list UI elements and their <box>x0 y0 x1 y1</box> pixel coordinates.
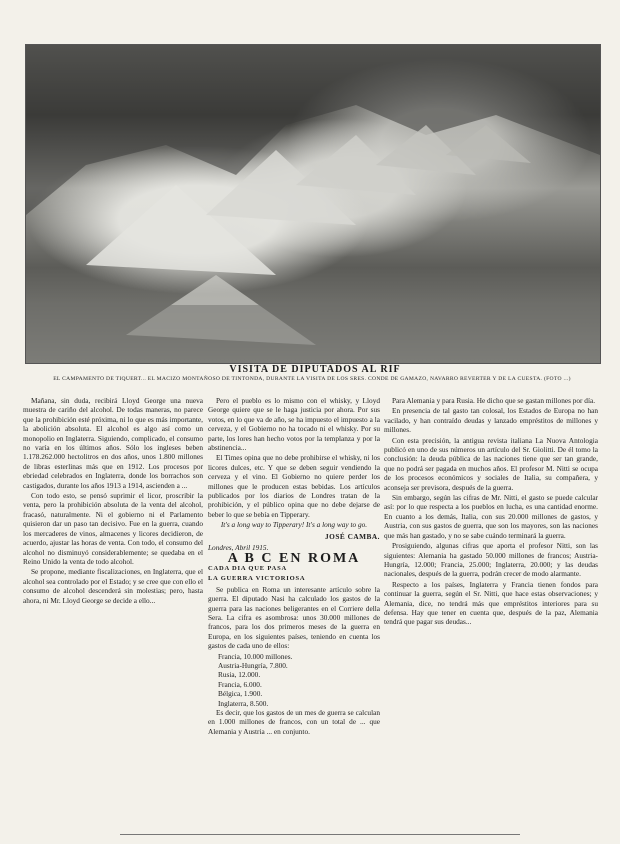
section-headline: A B C EN ROMA <box>227 550 361 566</box>
paragraph: Se propone, mediante fiscalizaciones, en Inglaterra, que el alcohol sea controlado por el Estado; y se cree que con ello el consumo de alcohol descenderá sin molestias; pero, hasta ahora, ni Mr. Lloyd George se decide a ello... <box>23 567 203 605</box>
paragraph: Se publica en Roma un interesante artículo sobre la guerra. El diputado Nasi ha calculado los gastos de la guerra para las naciones beligerantes en el Corriere della Sera. La cifra es asombrosa: unos 30.000 millones de francos, para los dos primeros meses de la guerra en Europa, en los siguientes países, teniendo en cuenta los gastos de cada uno de ellos: <box>208 584 380 651</box>
paragraph: Mañana, sin duda, recibirá Lloyd George una nueva muestra de cariño del alcohol. De todas maneras, no parece que la prohibición esté próxima, ni lo que es más importante, la abolición absoluta. El alcohol es algo así como un monopolio en Inglaterra. Siguiendo, complicado, el consumo no varía en los últimos años. Sólo los ingleses beben 1.178.262.000 hectolitros en dos años, unos 1.800 millones de libras esterlinas más que en 1912. Los procesos por ebriedad celebrados en Inglaterra, donde los borrachos son castigados, durante los años 1913 a 1914, ascienden a ... <box>23 396 203 490</box>
list-item: Francia, 10.000 millones. <box>218 651 293 661</box>
list-item: Rusia, 12.000. <box>218 670 261 680</box>
list-item: Inglaterra, 8.500. <box>218 698 269 708</box>
photograph <box>25 44 601 364</box>
paragraph: Respecto a los países, Inglaterra y Francia tienen fondos para continuar la guerra, según el Sr. Nitti, que hace estas observaciones; y Alemania, dice, no tendrá más que empréstitos interiores para su defensa. Hay que tener en cuenta que, después de la paz, Alemania tendrá que pagar sus deudas... <box>384 579 598 627</box>
list-item: Austria-Hungría, 7.800. <box>218 660 288 670</box>
paragraph: El Times opina que no debe prohibirse el whisky, ni los licores dulces, etc. Y que se deben seguir vendiendo la cerveza y el vino. El Gobierno no quiere perder los millones que le producen estas bebidas. Los artículos publicados por los diarios de Londres tratan de la prohibición, y el público opina que no debe dejarse de beber lo que se bebía en Tipperary. <box>208 453 380 519</box>
paragraph: En presencia de tal gasto tan colosal, los Estados de Europa no han vacilado, y han contraído deudas y lanzado empréstitos de millones y millones. <box>384 406 598 435</box>
paragraph: Prosiguiendo, algunas cifras que aporta el profesor Nitti, son las siguientes: Alemania ha gastado 50.000 millones de francos; Austria-Hungría, 12.000; Francia, 25.000; Inglaterra, 20.000; y las deudas nacionales, después de la guerra, podrán crecer de modo alarmante. <box>384 541 598 579</box>
column-1 <box>23 396 203 606</box>
section-kicker: CADA DIA QUE PASA <box>208 564 288 572</box>
paragraph: Es decir, que los gastos de un mes de guerra se calculan en 1.000 millones de francos, con un total de ... que Alemania y Austria ... en conjunto. <box>208 708 380 736</box>
paragraph: Con todo esto, se pensó suprimir el licor, proscribir la venta, pero la prohibición absoluta de la venta del alcohol, fracasó, naturalmente. Ni el gobierno ni el Parlamento quisieron dar un paso tan decisivo. Fue en la guerra, cuando los mercaderes de vinos, almacenes y licores decidieron, de acuerdo, ajustar las horas de venta. Con todo, el consumo del alcohol no disminuyó considerablemente; se quedaba en el Reino Unido la venta de todo alcohol. <box>23 491 203 566</box>
list-item: Bélgica, 1.900. <box>218 689 263 699</box>
cost-list <box>208 652 380 708</box>
verse-quote: It's a long way to Tipperary! It's a long way to go. <box>220 520 368 530</box>
column-2 <box>208 396 380 737</box>
photo-caption-text: EL CAMPAMENTO DE TIQUERT... EL MACIZO MONTAÑOSO DE TINTONDA, DURANTE LA VISITA DE LOS SRES. CONDE DE GAMAZO, NAVARRO REVERTER Y DE LA CUESTA. (FOTO ...) <box>53 376 571 382</box>
paragraph: Con esta precisión, la antigua revista italiana La Nuova Antologia publicó en uno de sus números un artículo del Sr. Giolitti. De él tomo la conclusión: la deuda pública de las naciones tiene que ser tan grande, que no podrá ser pagada en muchos años. El profesor M. Nitti se ocupa de los procesos económicos y sociales de Italia, su compañera, y aconseja ser previsora, después de la guerra. <box>384 435 598 492</box>
column-3 <box>384 396 598 628</box>
army-camp-tents-illustration <box>26 45 600 363</box>
author-signature: JOSÉ CAMBA. <box>325 531 380 541</box>
paragraph: Para Alemania y para Rusia. He dicho que se gastan millones por día. <box>392 396 596 405</box>
dateline: Londres, Abril 1915. <box>208 543 269 553</box>
paragraph: Pero el pueblo es lo mismo con el whisky, y Lloyd George quiere que se le haga justicia por ahora. Por sus votos, en lo que va de año, se ha impuesto el impuesto a la cerveza, y el Gobierno no ha tocado ni el whisky. Por su parte, los lores han hecho votos por la templanza y por la abstinencia... <box>208 396 380 453</box>
list-item: Francia, 6.000. <box>218 679 262 689</box>
photo-caption-title: VISITA DE DIPUTADOS AL RIF <box>229 364 401 375</box>
bottom-rule <box>120 834 520 835</box>
section-subkicker: LA GUERRA VICTORIOSA <box>208 575 306 583</box>
paragraph: Sin embargo, según las cifras de Mr. Nitti, el gasto se puede calcular así: por lo que respecta a los pueblos en lucha, es una cantidad enorme. En cuanto a los demás, Italia, con sus 20.000 millones de gastos, y Austria, con sus gastos de guerra, que son los mayores, son las naciones que más han gastado, y no se sabe cuándo terminará la guerra. <box>384 493 598 540</box>
